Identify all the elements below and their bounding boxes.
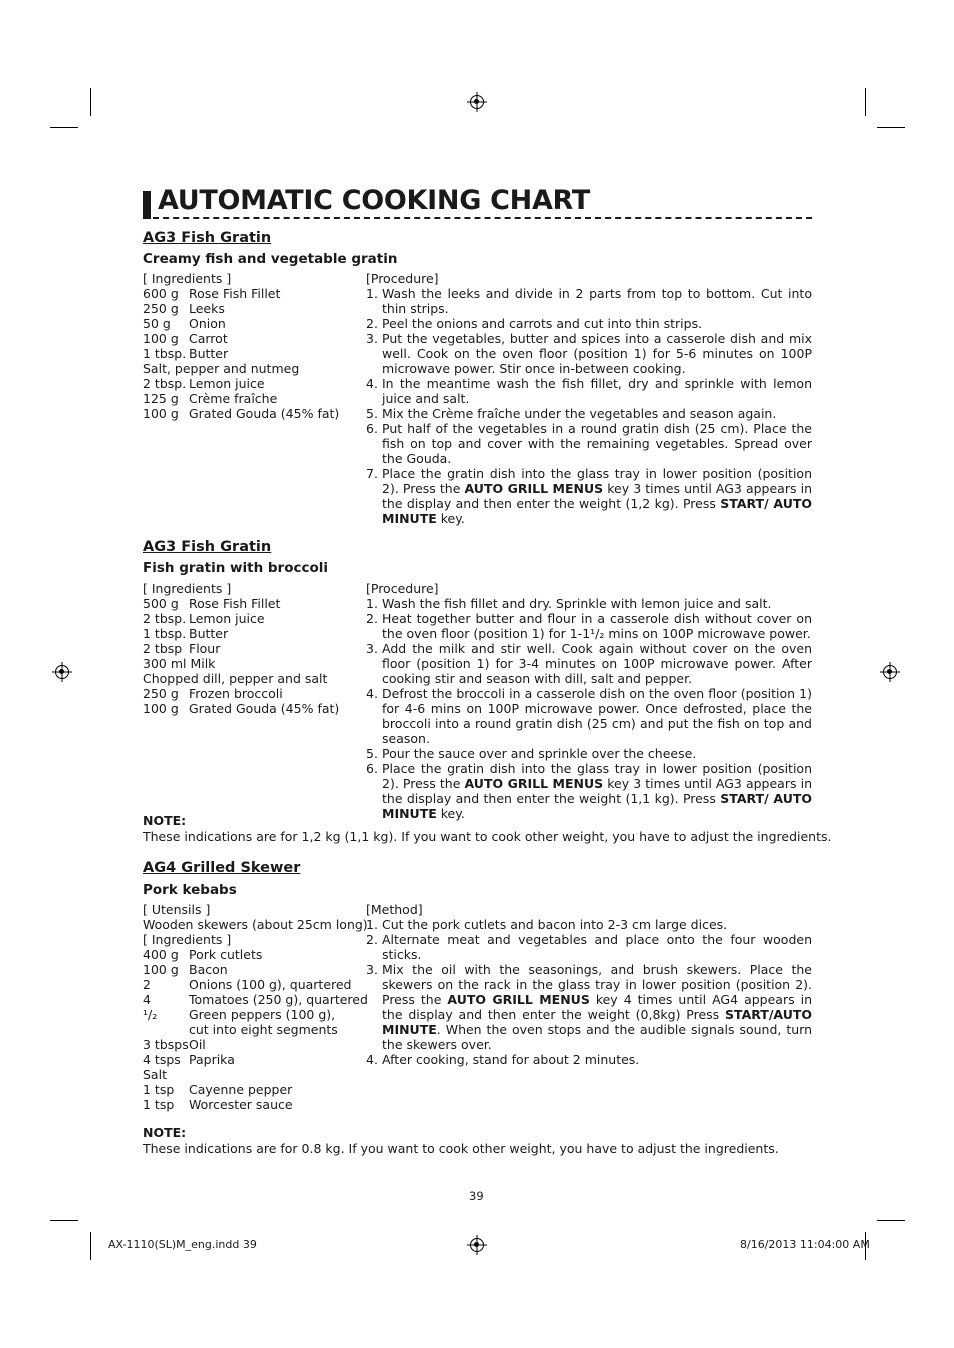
key-label: START/ AUTO MINUTE: [382, 791, 812, 821]
ingredient-name: Butter: [189, 626, 229, 641]
procedure-step: [366, 316, 812, 331]
step-number: 6.: [366, 761, 378, 776]
ingredient-qty: 1 tbsp.: [143, 346, 187, 361]
ingredient-name: Oil: [189, 1037, 206, 1052]
ingredient-qty: ¹/₂: [143, 1007, 158, 1022]
ingredient-qty: 2 tbsp.: [143, 611, 187, 626]
step-number: 4.: [366, 376, 378, 391]
step-text: Put half of the vegetables in a round gratin dish (25 cm). Place the fish on top and cover with the remaining vegetables. Spread over the Gouda.: [382, 421, 812, 466]
ingredient-row: [143, 1067, 358, 1082]
procedure-step: [366, 932, 812, 962]
step-number: 1.: [366, 596, 378, 611]
ingredient-row: [143, 391, 358, 406]
step-text: Heat together butter and flour in a casserole dish without cover on the oven floor (position 1) for 1-1¹/₂ mins on 100P microwave power.: [382, 611, 812, 641]
footer-timestamp: 8/16/2013 11:04:00 AM: [740, 1238, 870, 1251]
step-text: Add the milk and stir well. Cook again without cover on the oven floor (position 1) for 3-4 minutes on 100P microwave power. After cooking stir and season with dill, salt and pepper.: [382, 641, 812, 686]
procedure-step: [366, 406, 812, 421]
step-number: 4.: [366, 1052, 378, 1067]
ingredient-row: Chopped dill, pepper and salt: [143, 671, 328, 686]
procedure-step: [366, 917, 812, 932]
utensils-text: Wooden skewers (about 25cm long): [143, 917, 368, 932]
ingredient-row: [143, 977, 358, 992]
ingredient-name: cut into eight segments: [189, 1022, 338, 1037]
utensils-label: [ Utensils ]: [143, 902, 211, 917]
step-number: 3.: [366, 641, 378, 656]
ingredients-label: [ Ingredients ]: [143, 271, 232, 286]
ingredient-row: [143, 947, 358, 962]
ingredients-label: [ Ingredients ]: [143, 581, 232, 596]
ingredient-name: Lemon juice: [189, 376, 265, 391]
ingredient-row: [143, 331, 358, 346]
step-number: 5.: [366, 406, 378, 421]
procedure-step: [366, 376, 812, 406]
procedure-step: [366, 962, 812, 1052]
ingredient-row: [143, 701, 358, 716]
method-label: [Method]: [366, 902, 423, 917]
step-text: Place the gratin dish into the glass tray in lower position (position 2). Press the AUTO GRILL MENUS key 3 times until AG3 appears in the display and then enter the weight (1,1 kg). Press START/ AUTO MINUTE key.: [382, 761, 812, 821]
step-number: 2.: [366, 611, 378, 626]
note-heading: NOTE:: [143, 813, 187, 828]
ingredient-name: Leeks: [189, 301, 225, 316]
page-title: AUTOMATIC COOKING CHART: [158, 185, 590, 216]
procedure-step: [366, 686, 812, 746]
step-text: In the meantime wash the fish fillet, dry and sprinkle with lemon juice and salt.: [382, 376, 812, 406]
registration-mark-right-icon: [883, 665, 897, 679]
ingredient-row: [143, 376, 358, 391]
ingredient-qty: 100 g: [143, 331, 179, 346]
ingredient-row: [143, 1052, 358, 1067]
key-label: AUTO GRILL MENUS: [447, 992, 590, 1007]
ingredients-list: [143, 271, 358, 421]
title-bar-icon: [143, 191, 151, 219]
ingredient-qty: [143, 1022, 189, 1037]
method-list: [366, 902, 812, 1067]
ingredient-name: Flour: [189, 641, 221, 656]
ingredient-row: [143, 611, 358, 626]
section-subheading: Creamy fish and vegetable gratin: [143, 251, 398, 267]
crop-mark-tr-h: [877, 127, 905, 128]
step-text: Wash the leeks and divide in 2 parts from top to bottom. Cut into thin strips.: [382, 286, 812, 316]
procedure-step: [366, 466, 812, 526]
procedure-step: [366, 421, 812, 466]
ingredient-row: [143, 1037, 358, 1052]
procedure-step: [366, 761, 812, 821]
ingredient-row: [143, 686, 358, 701]
registration-mark-top-icon: [470, 95, 484, 109]
note-text: These indications are for 1,2 kg (1,1 kg). If you want to cook other weight, you have to adjust the ingredients.: [143, 829, 832, 844]
ingredient-name: Cayenne pepper: [189, 1082, 293, 1097]
ingredient-name: Lemon juice: [189, 611, 265, 626]
ingredient-row: [143, 286, 358, 301]
step-number: 3.: [366, 962, 378, 977]
ingredient-qty: 1 tbsp.: [143, 626, 187, 641]
step-text: Alternate meat and vegetables and place onto the four wooden sticks.: [382, 932, 812, 962]
ingredient-qty: 400 g: [143, 947, 179, 962]
ingredient-name: Paprika: [189, 1052, 235, 1067]
step-text: Pour the sauce over and sprinkle over the cheese.: [382, 746, 697, 761]
ingredient-qty: Salt: [143, 1067, 167, 1082]
step-text: After cooking, stand for about 2 minutes.: [382, 1052, 640, 1067]
ingredient-qty: 250 g: [143, 301, 179, 316]
procedure-label: [Procedure]: [366, 581, 439, 596]
ingredient-row: [143, 1007, 358, 1022]
ingredient-name: Bacon: [189, 962, 228, 977]
section-heading: AG4 Grilled Skewer: [143, 860, 301, 876]
ingredient-name: Tomatoes (250 g), quartered: [189, 992, 368, 1007]
step-number: 5.: [366, 746, 378, 761]
crop-mark-bl-v: [90, 1232, 91, 1260]
ingredients-label: [ Ingredients ]: [143, 932, 232, 947]
ingredient-name: Green peppers (100 g),: [189, 1007, 336, 1022]
ingredient-name: Onion: [189, 316, 226, 331]
step-number: 1.: [366, 286, 378, 301]
ingredient-qty: 50 g: [143, 316, 171, 331]
ingredient-row: Salt, pepper and nutmeg: [143, 361, 300, 376]
ingredient-name: Worcester sauce: [189, 1097, 293, 1112]
ingredient-name: Rose Fish Fillet: [189, 596, 281, 611]
step-text: Defrost the broccoli in a casserole dish on the oven floor (position 1) for 4-6 mins on 100P microwave power. Once defrosted, place the broccoli into a round gratin dish (25 cm) and put the fish on top and season.: [382, 686, 812, 746]
note-text: These indications are for 0.8 kg. If you want to cook other weight, you have to adjust the ingredients.: [143, 1141, 779, 1156]
section-subheading: Pork kebabs: [143, 882, 237, 898]
ingredient-qty: 2 tbsp.: [143, 376, 187, 391]
ingredient-row: [143, 641, 358, 656]
procedure-step: [366, 641, 812, 686]
ingredient-row: [143, 1082, 358, 1097]
ingredient-row: [143, 992, 368, 1007]
ingredient-qty: 100 g: [143, 701, 179, 716]
procedure-step: [366, 331, 812, 376]
step-number: 1.: [366, 917, 378, 932]
procedure-step: [366, 1052, 812, 1067]
ingredient-row: [143, 596, 358, 611]
ingredient-name: Pork cutlets: [189, 947, 263, 962]
ingredient-row: [143, 406, 358, 421]
ingredient-row: [143, 346, 358, 361]
procedure-step: [366, 596, 812, 611]
ingredient-qty: 250 g: [143, 686, 179, 701]
section-subheading: Fish gratin with broccoli: [143, 560, 329, 576]
procedure-label: [Procedure]: [366, 271, 439, 286]
ingredient-qty: 1 tsp: [143, 1097, 175, 1112]
step-text: Peel the onions and carrots and cut into thin strips.: [382, 316, 703, 331]
title-divider: [143, 217, 812, 219]
step-text: Place the gratin dish into the glass tray in lower position (position 2). Press the AUTO GRILL MENUS key 3 times until AG3 appears in the display and then enter the weight (1,2 kg). Press START/ AUTO MINUTE key.: [382, 466, 812, 526]
registration-mark-left-icon: [55, 665, 69, 679]
ingredient-name: Carrot: [189, 331, 228, 346]
section-heading: AG3 Fish Gratin: [143, 539, 272, 555]
registration-mark-bottom-icon: [470, 1238, 484, 1252]
step-number: 3.: [366, 331, 378, 346]
ingredient-row: [143, 962, 358, 977]
procedure-list: [366, 581, 812, 821]
procedure-step: [366, 611, 812, 641]
crop-mark-tl-h: [50, 127, 78, 128]
key-label: AUTO GRILL MENUS: [464, 776, 604, 791]
page-number: 39: [469, 1189, 484, 1203]
ingredient-qty: 600 g: [143, 286, 179, 301]
note-heading: NOTE:: [143, 1125, 187, 1140]
step-number: 6.: [366, 421, 378, 436]
section-heading: AG3 Fish Gratin: [143, 230, 272, 246]
step-text: Mix the oil with the seasonings, and brush skewers. Place the skewers on the rack in the glass tray in lower position (position 2). Press the AUTO GRILL MENUS key 4 times until AG4 appears in the display and then enter the weight (0,8kg) Press START/AUTO MINUTE. When the oven stops and the audible signals sound, turn the skewers over.: [382, 962, 812, 1052]
ingredient-qty: 4 tsps: [143, 1052, 181, 1067]
ingredients-list: [143, 581, 358, 716]
ingredient-qty: 3 tbsps: [143, 1037, 189, 1052]
ingredient-qty: 2: [143, 977, 151, 992]
ingredient-name: Butter: [189, 346, 229, 361]
key-label: START/AUTO MINUTE: [382, 1007, 812, 1037]
ingredient-name: Frozen broccoli: [189, 686, 283, 701]
ingredient-row: [143, 626, 358, 641]
procedure-step: [366, 746, 812, 761]
ingredient-qty: 4: [143, 992, 151, 1007]
ingredient-row: 300 ml Milk: [143, 656, 216, 671]
ingredient-row: [143, 316, 358, 331]
ingredient-name: Rose Fish Fillet: [189, 286, 281, 301]
crop-mark-bl-h: [50, 1220, 78, 1221]
ingredient-qty: 100 g: [143, 962, 179, 977]
footer-filename: AX-1110(SL)M_eng.indd 39: [108, 1238, 257, 1251]
crop-mark-tl-v: [90, 88, 91, 116]
ingredient-qty: 100 g: [143, 406, 179, 421]
ingredient-row: [143, 1097, 358, 1112]
step-text: Mix the Crème fraîche under the vegetables and season again.: [382, 406, 777, 421]
crop-mark-br-h: [877, 1220, 905, 1221]
procedure-list: [366, 271, 812, 526]
key-label: AUTO GRILL MENUS: [464, 481, 604, 496]
ingredient-name: Grated Gouda (45% fat): [189, 406, 340, 421]
step-number: 4.: [366, 686, 378, 701]
ingredient-row: [143, 1022, 358, 1037]
ingredient-qty: 125 g: [143, 391, 179, 406]
procedure-step: [366, 286, 812, 316]
ingredient-qty: 2 tbsp: [143, 641, 183, 656]
ingredients-list: [143, 902, 368, 1112]
ingredient-name: Onions (100 g), quartered: [189, 977, 352, 992]
step-text: Wash the fish fillet and dry. Sprinkle with lemon juice and salt.: [382, 596, 772, 611]
ingredient-qty: 500 g: [143, 596, 179, 611]
key-label: START/ AUTO MINUTE: [382, 496, 812, 526]
ingredient-row: [143, 301, 358, 316]
step-number: 2.: [366, 932, 378, 947]
step-text: Put the vegetables, butter and spices into a casserole dish and mix well. Cook on the oven floor (position 1) for 5-6 minutes on 100P microwave power. Stir once in-between cooking.: [382, 331, 812, 376]
step-number: 7.: [366, 466, 378, 481]
ingredient-name: Crème fraîche: [189, 391, 278, 406]
crop-mark-tr-v: [865, 88, 866, 116]
step-text: Cut the pork cutlets and bacon into 2-3 cm large dices.: [382, 917, 728, 932]
ingredient-name: Grated Gouda (45% fat): [189, 701, 340, 716]
ingredient-qty: 1 tsp: [143, 1082, 175, 1097]
step-number: 2.: [366, 316, 378, 331]
